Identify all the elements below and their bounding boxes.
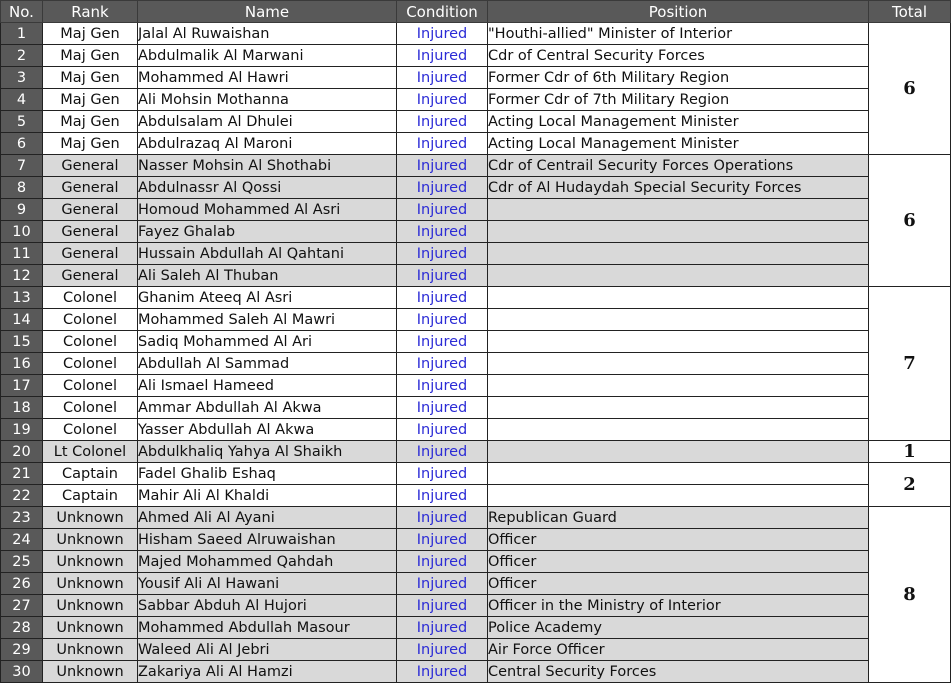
name-cell: Abdulnassr Al Qossi bbox=[138, 177, 397, 199]
row-number: 24 bbox=[1, 529, 43, 551]
position-cell: Former Cdr of 7th Military Region bbox=[488, 89, 869, 111]
condition-cell: Injured bbox=[397, 617, 488, 639]
condition-cell: Injured bbox=[397, 309, 488, 331]
condition-cell: Injured bbox=[397, 485, 488, 507]
row-number: 11 bbox=[1, 243, 43, 265]
position-cell: Former Cdr of 6th Military Region bbox=[488, 67, 869, 89]
rank-cell: Captain bbox=[43, 463, 138, 485]
condition-cell: Injured bbox=[397, 133, 488, 155]
position-cell bbox=[488, 309, 869, 331]
position-cell: Republican Guard bbox=[488, 507, 869, 529]
row-number: 14 bbox=[1, 309, 43, 331]
row-number: 3 bbox=[1, 67, 43, 89]
name-cell: Zakariya Ali Al Hamzi bbox=[138, 661, 397, 683]
name-cell: Mahir Ali Al Khaldi bbox=[138, 485, 397, 507]
row-number: 1 bbox=[1, 23, 43, 45]
name-cell: Ahmed Ali Al Ayani bbox=[138, 507, 397, 529]
rank-cell: Unknown bbox=[43, 507, 138, 529]
table-row bbox=[1, 507, 951, 529]
table-row bbox=[1, 551, 951, 573]
table-row bbox=[1, 441, 951, 463]
rank-cell: General bbox=[43, 243, 138, 265]
header-row bbox=[1, 1, 951, 23]
header-rank: Rank bbox=[43, 1, 138, 23]
table-row bbox=[1, 67, 951, 89]
name-cell: Nasser Mohsin Al Shothabi bbox=[138, 155, 397, 177]
rank-cell: General bbox=[43, 199, 138, 221]
row-number: 21 bbox=[1, 463, 43, 485]
position-cell: Acting Local Management Minister bbox=[488, 133, 869, 155]
table-row bbox=[1, 221, 951, 243]
position-cell: Acting Local Management Minister bbox=[488, 111, 869, 133]
name-cell: Hisham Saeed Alruwaishan bbox=[138, 529, 397, 551]
name-cell: Hussain Abdullah Al Qahtani bbox=[138, 243, 397, 265]
rank-cell: Colonel bbox=[43, 419, 138, 441]
condition-cell: Injured bbox=[397, 463, 488, 485]
table-row bbox=[1, 199, 951, 221]
name-cell: Abdulkhaliq Yahya Al Shaikh bbox=[138, 441, 397, 463]
header-position: Position bbox=[488, 1, 869, 23]
position-cell bbox=[488, 331, 869, 353]
name-cell: Yasser Abdullah Al Akwa bbox=[138, 419, 397, 441]
position-cell bbox=[488, 419, 869, 441]
position-cell bbox=[488, 397, 869, 419]
table-row bbox=[1, 463, 951, 485]
position-cell bbox=[488, 243, 869, 265]
table-row bbox=[1, 595, 951, 617]
name-cell: Abdulsalam Al Dhulei bbox=[138, 111, 397, 133]
name-cell: Waleed Ali Al Jebri bbox=[138, 639, 397, 661]
name-cell: Homoud Mohammed Al Asri bbox=[138, 199, 397, 221]
rank-cell: Unknown bbox=[43, 529, 138, 551]
table-row bbox=[1, 485, 951, 507]
condition-cell: Injured bbox=[397, 529, 488, 551]
table-row bbox=[1, 617, 951, 639]
condition-cell: Injured bbox=[397, 155, 488, 177]
table-row bbox=[1, 45, 951, 67]
condition-cell: Injured bbox=[397, 243, 488, 265]
row-number: 25 bbox=[1, 551, 43, 573]
name-cell: Mohammed Saleh Al Mawri bbox=[138, 309, 397, 331]
rank-cell: Unknown bbox=[43, 661, 138, 683]
condition-cell: Injured bbox=[397, 551, 488, 573]
table-row bbox=[1, 529, 951, 551]
name-cell: Ali Saleh Al Thuban bbox=[138, 265, 397, 287]
condition-cell: Injured bbox=[397, 661, 488, 683]
table-row bbox=[1, 309, 951, 331]
name-cell: Ali Ismael Hameed bbox=[138, 375, 397, 397]
header-total: Total bbox=[869, 1, 951, 23]
row-number: 16 bbox=[1, 353, 43, 375]
rank-cell: General bbox=[43, 221, 138, 243]
name-cell: Jalal Al Ruwaishan bbox=[138, 23, 397, 45]
condition-cell: Injured bbox=[397, 639, 488, 661]
rank-cell: Maj Gen bbox=[43, 67, 138, 89]
group-total-cell: 6 bbox=[869, 155, 951, 287]
rank-cell: Unknown bbox=[43, 551, 138, 573]
rank-cell: Captain bbox=[43, 485, 138, 507]
table-row bbox=[1, 397, 951, 419]
condition-cell: Injured bbox=[397, 23, 488, 45]
condition-cell: Injured bbox=[397, 507, 488, 529]
row-number: 18 bbox=[1, 397, 43, 419]
group-total-cell: 6 bbox=[869, 23, 951, 155]
table-row bbox=[1, 331, 951, 353]
table-body bbox=[1, 23, 951, 683]
row-number: 19 bbox=[1, 419, 43, 441]
position-cell: Cdr of Al Hudaydah Special Security Forces bbox=[488, 177, 869, 199]
row-number: 20 bbox=[1, 441, 43, 463]
name-cell: Mohammed Abdullah Masour bbox=[138, 617, 397, 639]
row-number: 5 bbox=[1, 111, 43, 133]
table-row bbox=[1, 23, 951, 45]
rank-cell: Maj Gen bbox=[43, 23, 138, 45]
rank-cell: Colonel bbox=[43, 397, 138, 419]
name-cell: Majed Mohammed Qahdah bbox=[138, 551, 397, 573]
name-cell: Yousif Ali Al Hawani bbox=[138, 573, 397, 595]
condition-cell: Injured bbox=[397, 419, 488, 441]
position-cell: Cdr of Centrail Security Forces Operations bbox=[488, 155, 869, 177]
position-cell bbox=[488, 353, 869, 375]
position-cell: Police Academy bbox=[488, 617, 869, 639]
rank-cell: General bbox=[43, 155, 138, 177]
rank-cell: Colonel bbox=[43, 309, 138, 331]
condition-cell: Injured bbox=[397, 45, 488, 67]
position-cell: "Houthi-allied" Minister of Interior bbox=[488, 23, 869, 45]
rank-cell: Colonel bbox=[43, 353, 138, 375]
row-number: 15 bbox=[1, 331, 43, 353]
name-cell: Abdullah Al Sammad bbox=[138, 353, 397, 375]
rank-cell: Lt Colonel bbox=[43, 441, 138, 463]
group-total-cell: 7 bbox=[869, 287, 951, 441]
name-cell: Sadiq Mohammed Al Ari bbox=[138, 331, 397, 353]
position-cell: Officer in the Ministry of Interior bbox=[488, 595, 869, 617]
table-row bbox=[1, 419, 951, 441]
table-row bbox=[1, 287, 951, 309]
position-cell bbox=[488, 463, 869, 485]
condition-cell: Injured bbox=[397, 331, 488, 353]
header-name: Name bbox=[138, 1, 397, 23]
table-row bbox=[1, 243, 951, 265]
group-total-cell: 8 bbox=[869, 507, 951, 683]
rank-cell: Colonel bbox=[43, 287, 138, 309]
position-cell bbox=[488, 441, 869, 463]
rank-cell: Unknown bbox=[43, 595, 138, 617]
condition-cell: Injured bbox=[397, 265, 488, 287]
group-total-cell: 2 bbox=[869, 463, 951, 507]
row-number: 7 bbox=[1, 155, 43, 177]
row-number: 12 bbox=[1, 265, 43, 287]
condition-cell: Injured bbox=[397, 221, 488, 243]
condition-cell: Injured bbox=[397, 441, 488, 463]
condition-cell: Injured bbox=[397, 375, 488, 397]
condition-cell: Injured bbox=[397, 595, 488, 617]
name-cell: Ali Mohsin Mothanna bbox=[138, 89, 397, 111]
row-number: 30 bbox=[1, 661, 43, 683]
name-cell: Abdulrazaq Al Maroni bbox=[138, 133, 397, 155]
name-cell: Ammar Abdullah Al Akwa bbox=[138, 397, 397, 419]
position-cell bbox=[488, 221, 869, 243]
rank-cell: Maj Gen bbox=[43, 45, 138, 67]
position-cell: Central Security Forces bbox=[488, 661, 869, 683]
rank-cell: Unknown bbox=[43, 639, 138, 661]
row-number: 2 bbox=[1, 45, 43, 67]
name-cell: Abdulmalik Al Marwani bbox=[138, 45, 397, 67]
table-row bbox=[1, 177, 951, 199]
row-number: 28 bbox=[1, 617, 43, 639]
position-cell: Officer bbox=[488, 529, 869, 551]
rank-cell: Colonel bbox=[43, 375, 138, 397]
table-row bbox=[1, 639, 951, 661]
group-total-cell: 1 bbox=[869, 441, 951, 463]
rank-cell: Colonel bbox=[43, 331, 138, 353]
table-row bbox=[1, 353, 951, 375]
name-cell: Fayez Ghalab bbox=[138, 221, 397, 243]
row-number: 17 bbox=[1, 375, 43, 397]
table-row bbox=[1, 89, 951, 111]
name-cell: Sabbar Abduh Al Hujori bbox=[138, 595, 397, 617]
table-row bbox=[1, 265, 951, 287]
condition-cell: Injured bbox=[397, 67, 488, 89]
position-cell bbox=[488, 265, 869, 287]
position-cell: Air Force Officer bbox=[488, 639, 869, 661]
row-number: 26 bbox=[1, 573, 43, 595]
position-cell: Cdr of Central Security Forces bbox=[488, 45, 869, 67]
condition-cell: Injured bbox=[397, 199, 488, 221]
row-number: 29 bbox=[1, 639, 43, 661]
condition-cell: Injured bbox=[397, 287, 488, 309]
condition-cell: Injured bbox=[397, 397, 488, 419]
row-number: 6 bbox=[1, 133, 43, 155]
rank-cell: Unknown bbox=[43, 617, 138, 639]
condition-cell: Injured bbox=[397, 111, 488, 133]
position-cell: Officer bbox=[488, 551, 869, 573]
name-cell: Mohammed Al Hawri bbox=[138, 67, 397, 89]
row-number: 8 bbox=[1, 177, 43, 199]
row-number: 22 bbox=[1, 485, 43, 507]
row-number: 9 bbox=[1, 199, 43, 221]
rank-cell: Maj Gen bbox=[43, 111, 138, 133]
condition-cell: Injured bbox=[397, 177, 488, 199]
row-number: 23 bbox=[1, 507, 43, 529]
position-cell bbox=[488, 485, 869, 507]
name-cell: Fadel Ghalib Eshaq bbox=[138, 463, 397, 485]
header-condition: Condition bbox=[397, 1, 488, 23]
table-row bbox=[1, 573, 951, 595]
row-number: 4 bbox=[1, 89, 43, 111]
position-cell: Officer bbox=[488, 573, 869, 595]
header-no: No. bbox=[1, 1, 43, 23]
rank-cell: Maj Gen bbox=[43, 89, 138, 111]
position-cell bbox=[488, 287, 869, 309]
row-number: 13 bbox=[1, 287, 43, 309]
position-cell bbox=[488, 375, 869, 397]
table-row bbox=[1, 133, 951, 155]
table-row bbox=[1, 375, 951, 397]
rank-cell: General bbox=[43, 177, 138, 199]
rank-cell: General bbox=[43, 265, 138, 287]
row-number: 27 bbox=[1, 595, 43, 617]
table-row bbox=[1, 111, 951, 133]
row-number: 10 bbox=[1, 221, 43, 243]
table-row bbox=[1, 155, 951, 177]
position-cell bbox=[488, 199, 869, 221]
rank-cell: Unknown bbox=[43, 573, 138, 595]
condition-cell: Injured bbox=[397, 353, 488, 375]
table-row bbox=[1, 661, 951, 683]
condition-cell: Injured bbox=[397, 573, 488, 595]
condition-cell: Injured bbox=[397, 89, 488, 111]
rank-cell: Maj Gen bbox=[43, 133, 138, 155]
name-cell: Ghanim Ateeq Al Asri bbox=[138, 287, 397, 309]
